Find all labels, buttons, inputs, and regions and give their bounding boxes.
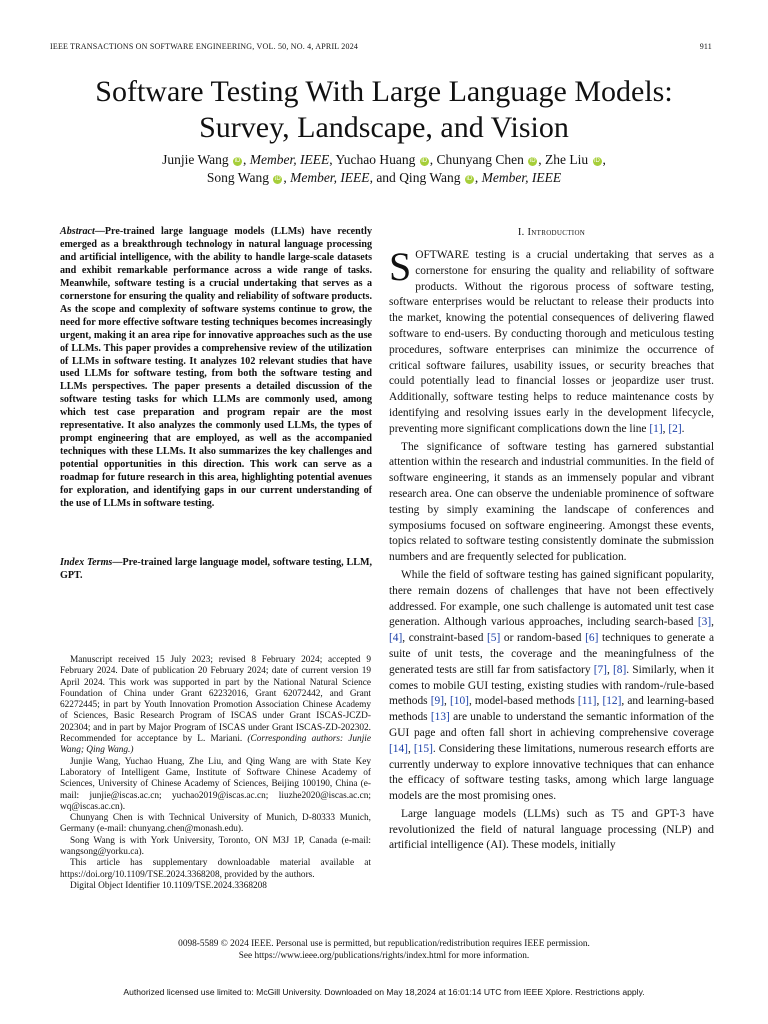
first-page-footnote xyxy=(60,655,371,892)
citation-link[interactable]: [1] xyxy=(649,422,663,435)
doi-note: Digital Object Identifier 10.1109/TSE.2024.3368208 xyxy=(70,880,267,891)
citation-link[interactable]: [13] xyxy=(430,711,450,724)
orcid-icon[interactable]: iD xyxy=(529,158,536,164)
author-line-2: Song Wang iD , Member, IEEE, and Qing Wang iD , Member, IEEE xyxy=(206,170,562,185)
paragraph: The significance of software testing has garnered substantial attention within the research and industrial communities. In the field of software engineering, it stands as an immensely popular and vibrant research area. One can observe the undeniable prominence of software testing by simply examining the landscape of conferences and symposiums focused on software engineering. Amongst these events, topics related to software testing consistently dominate the submission numbers and are frequently selected for publication. xyxy=(389,440,714,564)
citation-link[interactable]: [5] xyxy=(487,632,501,645)
author-name: Zhe Liu xyxy=(545,152,589,167)
title-line-1: Software Testing With Large Language Models: xyxy=(95,75,673,108)
author-name: Yuchao Huang xyxy=(335,152,416,167)
author-name: Song Wang xyxy=(206,170,269,185)
license-notice: Authorized licensed use limited to: McGill University. Downloaded on May 18,2024 at 16:01:14 UTC from IEEE Xplore. Restrictions apply. xyxy=(123,987,645,997)
manuscript-note: Manuscript received 15 July 2023; revised 8 February 2024; accepted 9 February 2024. Date of publication 20 February 2024; date of current version 19 April 2024. This work was supported in part by the National Natural Science Foundation of China under Grant 62232016, Grant 62072442, and Grant 62272445; in part by Youth Innovation Promotion Association Chinese Academy of Sciences, Basic Research Program of ISCAS under Grant ISCAS-JCZD-202304; and in part by Major Program of ISCAS under Grant ISCAS-ZD-202302. Recommended for acceptance by L. Mariani. (Corresponding authors: Junjie Wang; Qing Wang.) xyxy=(60,655,371,756)
author-name: Chunyang Chen xyxy=(436,152,524,167)
citation-link[interactable]: [8] xyxy=(612,663,627,676)
author-membership: Member, IEEE xyxy=(290,170,370,185)
paper-title xyxy=(40,74,728,146)
author-line-1: Junjie Wang iD , Member, IEEE, Yuchao Huang iD , Chunyang Chen iD , Zhe Liu iD , xyxy=(162,152,606,167)
citation-link[interactable]: [4] xyxy=(389,632,403,645)
supplementary-note: This article has supplementary downloadable material available at https://doi.org/10.1109/TSE.2024.3368208, provided by the authors. xyxy=(60,858,371,880)
orcid-icon[interactable]: iD xyxy=(421,158,428,164)
abstract: Abstract—Pre-trained large language models (LLMs) have recently emerged as a breakthrough technology in natural language processing and artificial intelligence, with the ability to handle large-scale datasets and exhibit remarkable performance across a wide range of tasks. Meanwhile, software testing is a crucial undertaking that serves as a cornerstone for ensuring the quality and reliability of software products. As the scope and complexity of software systems continue to grow, the need for more effective software testing techniques becomes increasingly urgent, making it an area ripe for innovative approaches such as the use of LLMs. This paper provides a comprehensive review of the utilization of LLMs in software testing. It analyzes 102 relevant studies that have used LLMs for software testing, from both the software testing and LLMs perspectives. The paper presents a detailed discussion of the software testing tasks for which LLMs are commonly used, among which test case preparation and program repair are the most representative. It also analyzes the commonly used LLMs, the types of prompt engineering that are employed, as well as the accompanied techniques with these LLMs. It also summarizes the key challenges and potential opportunities in this direction. This work can serve as a roadmap for future research in this area, highlighting potential avenues for exploration, and identifying gaps in our current understanding of the use of LLMs in software testing. xyxy=(60,226,372,510)
citation-link[interactable]: [9] xyxy=(430,695,445,708)
citation-link[interactable]: [10] xyxy=(449,695,469,708)
author-name: Qing Wang xyxy=(399,170,461,185)
page-number: 911 xyxy=(699,42,712,51)
paragraph: While the field of software testing has gained significant popularity, there remain dozens of challenges that have not been effectively addressed. For example, one such challenge is automated unit test case generation. Although various approaches, including search-based [3], [4], constraint-based [5] or random-based [6] techniques to generate a suite of unit tests, the coverage and the meaningfulness of the generated tests are still far from satisfactory [7], [8]. Similarly, when it comes to mobile GUI testing, existing studies with random-/rule-based methods [9], [10], model-based methods [11], [12], and learning-based methods [13] are unable to understand the semantic information of the GUI page and often fall short in achieving comprehensive coverage [14], [15]. Considering these limitations, numerous research efforts are currently underway to explore innovative techniques that can enhance the efficacy of software testing tasks, among which large language models are the most promising ones. xyxy=(389,568,715,803)
index-terms: Index Terms—Pre-trained large language model, software testing, LLM, GPT. xyxy=(60,557,372,581)
abstract-text: Pre-trained large language models (LLMs) have recently emerged as a breakthrough technology in natural language processing and artificial intelligence, with the ability to handle large-scale datasets and exhibit remarkable performance across a wide range of tasks. Meanwhile, software testing is a crucial undertaking that serves as a cornerstone for ensuring the quality and reliability of software products. As the scope and complexity of software systems continue to grow, the need for more effective software testing techniques becomes increasingly urgent, making it an area ripe for innovative approaches such as the use of LLMs. This paper provides a comprehensive review of the utilization of LLMs in software testing. It analyzes 102 relevant studies that have used LLMs for software testing, from both the software testing and LLMs perspectives. The paper presents a detailed discussion of the software testing tasks for which LLMs are commonly used, among which test case preparation and program repair are the most representative. It also analyzes the commonly used LLMs, the types of prompt engineering that are employed, as well as the accompanied techniques with these LLMs. It also summarizes the key challenges and potential opportunities in this direction. This work can serve as a roadmap for future research in this area, highlighting potential avenues for exploration, and identifying gaps in our current understanding of the use of LLMs in software testing. xyxy=(60,226,372,510)
citation-link[interactable]: [2] xyxy=(668,422,682,435)
citation-link[interactable]: [7] xyxy=(593,663,607,676)
citation-link[interactable]: [3] xyxy=(697,616,712,629)
citation-link[interactable]: [12] xyxy=(602,695,622,708)
paragraph: SOFTWARE testing is a crucial undertaking that serves as a cornerstone for ensuring the quality and reliability of software products. Without the rigorous process of software testing, software enterprises would be reluctant to release their products into the market, knowing the potential consequences of delivering flawed software to end-users. By conducting thorough and meticulous testing procedures, software enterprises can minimize the occurrence of critical software failures, usability issues, or security breaches that could potentially lead to financial losses or jeopardize user trust. Additionally, software testing helps to reduce maintenance costs by identifying and resolving issues early in the development lifecycle, preventing more significant complications down the line [1], [2]. xyxy=(389,244,714,435)
author-membership: Member, IEEE xyxy=(249,152,330,167)
orcid-icon[interactable]: iD xyxy=(234,158,241,164)
copyright-notice: 0098-5589 © 2024 IEEE. Personal use is permitted, but republication/redistribution requires IEEE permission. See https://www.ieee.org/publications/rights/index.html for more information. xyxy=(178,939,590,961)
introduction-body xyxy=(389,244,715,856)
author-membership: Member, IEEE xyxy=(481,170,562,185)
drop-cap: S xyxy=(389,244,412,289)
orcid-icon[interactable]: iD xyxy=(594,158,600,164)
citation-link[interactable]: [14] xyxy=(389,742,408,755)
title-line-2: Survey, Landscape, and Vision xyxy=(199,111,569,144)
orcid-icon[interactable]: iD xyxy=(274,176,281,182)
author-name: Junjie Wang xyxy=(162,152,229,167)
citation-link[interactable]: [6] xyxy=(585,632,599,645)
journal-name: IEEE TRANSACTIONS ON SOFTWARE ENGINEERING, VOL. 50, NO. 4, APRIL 2024 xyxy=(50,42,359,51)
affiliation-note: Junjie Wang, Yuchao Huang, Zhe Liu, and Qing Wang are with State Key Laboratory of Intelligent Game, Institute of Software Chinese Academy of Sciences, University of Chinese Academy of Sciences, Beijing 100190, China (e-mail: junjie@iscas.ac.cn; yuchao2019@iscas.ac.cn; liuzhe2020@iscas.ac.cn; wq@iscas.ac.cn). xyxy=(60,756,371,812)
index-terms-label: Index Terms xyxy=(60,557,113,568)
section-heading: I. Introduction xyxy=(517,227,586,238)
abstract-label: Abstract xyxy=(60,226,95,237)
paragraph: Large language models (LLMs) such as T5 and GPT-3 have revolutionized the field of natural language processing (NLP) and artificial intelligence (AI). These models, initially xyxy=(389,807,714,852)
affiliation-note: Chunyang Chen is with Technical University of Munich, D-80333 Munich, Germany (e-mail: chunyang.chen@monash.edu). xyxy=(60,813,371,835)
index-terms-text: Pre-trained large language model, software testing, LLM, GPT. xyxy=(60,557,372,581)
running-header xyxy=(50,42,712,51)
affiliation-note: Song Wang is with York University, Toronto, ON M3J 1P, Canada (e-mail: wangsong@yorku.ca). xyxy=(60,835,371,858)
author-list xyxy=(40,151,728,187)
orcid-icon[interactable]: iD xyxy=(466,176,473,182)
citation-link[interactable]: [11] xyxy=(577,695,597,708)
citation-link[interactable]: [15] xyxy=(413,742,433,755)
